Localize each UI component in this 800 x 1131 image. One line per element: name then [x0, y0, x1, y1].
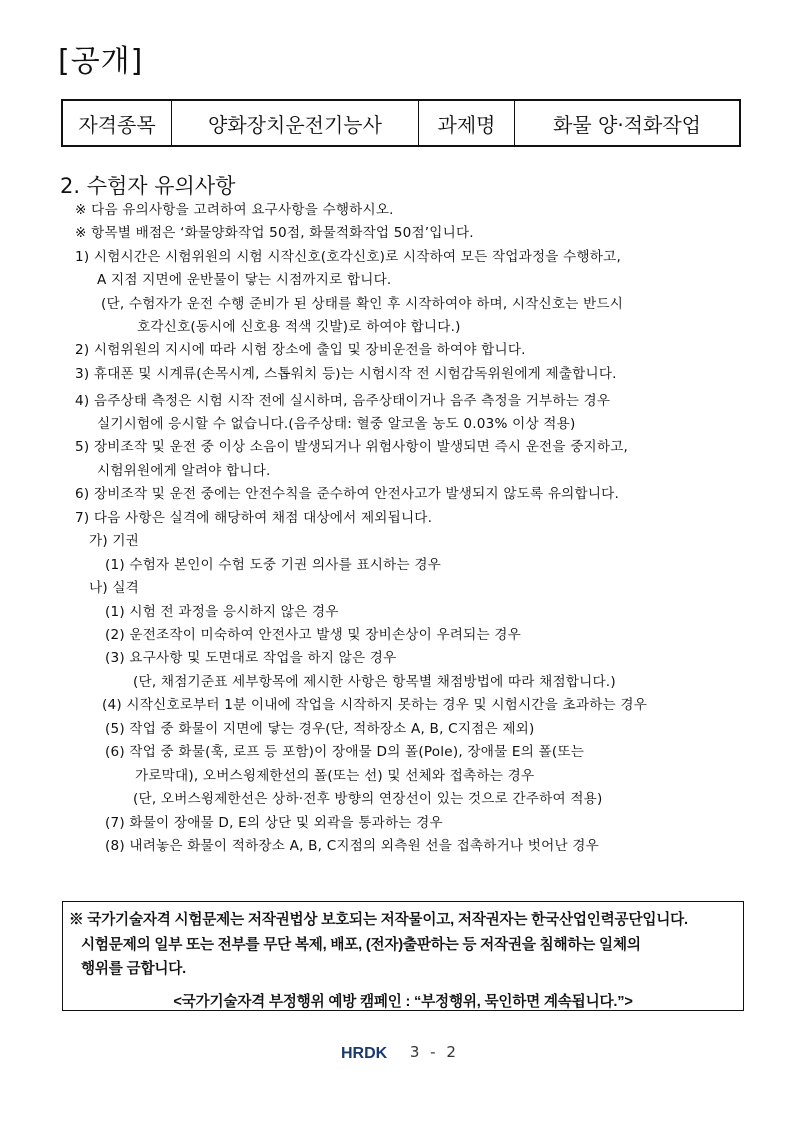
sub-item: 가로막대), 오버스윙제한선의 폴(또는 선) 및 선체와 접촉하는 경우 — [135, 768, 535, 784]
sub-item: (7) 화물이 장애물 D, E의 상단 및 외곽을 통과하는 경우 — [105, 815, 443, 831]
note-line: ※ 다음 유의사항을 고려하여 요구사항을 수행하시오. — [75, 202, 394, 218]
sub-item: (2) 운전조작이 미숙하여 안전사고 발생 및 장비손상이 우려되는 경우 — [105, 627, 521, 643]
public-badge: [공개] — [58, 44, 144, 79]
task-label: 과제명 — [419, 100, 515, 146]
copyright-notice — [62, 901, 744, 1011]
section-title: 2. 수험자 유의사항 — [60, 174, 236, 198]
sub-heading: 나) 실격 — [89, 580, 140, 596]
sub-item: (1) 시험 전 과정을 응시하지 않은 경우 — [105, 604, 339, 620]
task-value: 화물 양·적화작업 — [515, 100, 741, 146]
page-number: 3 - 2 — [409, 1043, 459, 1061]
rule-line: 5) 장비조작 및 운전 중 이상 소음이 발생되거나 위험사항이 발생되면 즉시 운전을 중지하고, — [75, 439, 629, 455]
rule-line: 시험위원에게 알려야 합니다. — [97, 463, 271, 479]
notice-line: ※ 국가기술자격 시험문제는 저작권법상 보호되는 저작물이고, 저작권자는 한국산업인력공단입니다. — [69, 912, 688, 928]
rule-line: 6) 장비조작 및 운전 중에는 안전수칙을 준수하여 안전사고가 발생되지 않도록 유의합니다. — [75, 486, 620, 502]
sub-item: (5) 작업 중 화물이 지면에 닿는 경우(단, 적하장소 A, B, C지점은 제외) — [105, 721, 535, 737]
hrdk-logo — [341, 1044, 397, 1060]
qualification-value: 양화장치운전기능사 — [172, 100, 419, 146]
notice-line: 시험문제의 일부 또는 전부를 무단 복제, 배포, (전자)출판하는 등 저작권을 침해하는 일체의 — [81, 937, 641, 953]
rule-line: 7) 다음 사항은 실격에 해당하여 채점 대상에서 제외됩니다. — [75, 510, 433, 526]
campaign-line: <국가기술자격 부정행위 예방 캠페인 : “부정행위, 묵인하면 계속됩니다.”> — [173, 994, 633, 1010]
svg-text:HRDK: HRDK — [341, 1045, 388, 1060]
rule-line: 4) 음주상태 측정은 시험 시작 전에 실시하며, 음주상태이거나 음주 측정을 거부하는 경우 — [75, 393, 611, 409]
sub-item: (8) 내려놓은 화물이 적하장소 A, B, C지점의 외측원 선을 접촉하거나 벗어난 경우 — [105, 838, 599, 854]
rule-line: A 지점 지면에 운반물이 닿는 시점까지로 합니다. — [97, 272, 392, 288]
sub-item: (단, 채점기준표 세부항목에 제시한 사항은 항목별 채점방법에 따라 채점합니다.) — [133, 674, 616, 690]
rule-line: 실기시험에 응시할 수 없습니다.(음주상태: 혈중 알코올 농도 0.03% 이상 적용) — [97, 416, 576, 432]
rule-line: 1) 시험시간은 시험위원의 시험 시작신호(호각신호)로 시작하여 모든 작업과정을 수행하고, — [75, 249, 621, 265]
qualification-label: 자격종목 — [62, 100, 172, 146]
rule-line: 호각신호(동시에 신호용 적색 깃발)로 하여야 합니다.) — [137, 319, 461, 335]
sub-item: (3) 요구사항 및 도면대로 작업을 하지 않은 경우 — [105, 650, 397, 666]
sub-item: (6) 작업 중 화물(훅, 로프 등 포함)이 장애물 D의 폴(Pole), 장애물 E의 폴(또는 — [105, 744, 585, 760]
sub-heading: 가) 기권 — [89, 533, 140, 549]
rule-line: 2) 시험위원의 지시에 따라 시험 장소에 출입 및 장비운전을 하여야 합니다. — [75, 342, 526, 358]
sub-item: (단, 오버스윙제한선은 상하·전후 방향의 연장선이 있는 것으로 간주하여 적용) — [133, 791, 603, 807]
rule-line: 3) 휴대폰 및 시계류(손목시계, 스톱워치 등)는 시험시작 전 시험감독위원에게 제출합니다. — [75, 366, 617, 382]
sub-item: (4) 시작신호로부터 1분 이내에 작업을 시작하지 못하는 경우 및 시험시간을 초과하는 경우 — [102, 697, 648, 713]
rule-line: (단, 수험자가 운전 수행 준비가 된 상태를 확인 후 시작하여야 하며, 시작신호는 반드시 — [101, 296, 624, 312]
sub-item: (1) 수험자 본인이 수험 도중 기권 의사를 표시하는 경우 — [105, 557, 441, 573]
note-line: ※ 항목별 배점은 ‘화물양화작업 50점, 화물적화작업 50점’입니다. — [75, 225, 474, 241]
notice-line: 행위를 금합니다. — [81, 961, 186, 977]
page-footer — [0, 1043, 800, 1061]
